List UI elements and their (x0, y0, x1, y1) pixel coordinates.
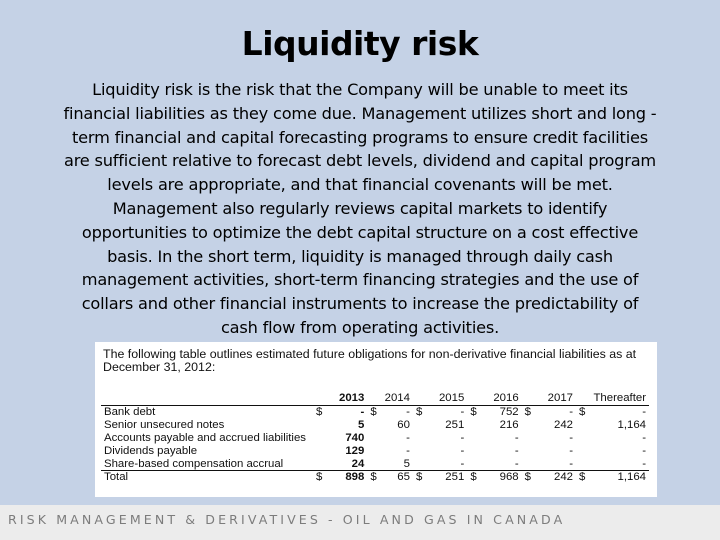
currency-symbol (413, 419, 433, 432)
cell-value: 898 (333, 471, 367, 484)
currency-symbol (367, 432, 387, 445)
currency-symbol (522, 432, 542, 445)
cell-value: 5 (403, 457, 410, 470)
cell-value: - (642, 457, 646, 470)
cell-value: 24 (351, 457, 365, 470)
currency-symbol: $ (313, 471, 333, 484)
cell-value: 5 (358, 418, 365, 431)
row-label: Total (101, 471, 313, 484)
currency-symbol (467, 432, 487, 445)
table-row (101, 471, 649, 484)
row-label: Bank debt (104, 405, 156, 418)
currency-symbol (576, 419, 596, 432)
cell-value: - (406, 444, 410, 457)
currency-symbol: $ (370, 405, 377, 418)
cell-value: 242 (553, 418, 573, 431)
cell-value: 129 (345, 444, 365, 457)
currency-symbol (467, 419, 487, 432)
cell-value: 60 (397, 418, 410, 431)
cell-value: - (569, 444, 573, 457)
cell-value: - (642, 444, 646, 457)
table-header-row (101, 392, 649, 405)
cell-value: - (460, 431, 465, 444)
slide-title: Liquidity risk (241, 24, 479, 63)
currency-symbol (576, 445, 596, 458)
cell-value: - (460, 444, 465, 457)
column-header-2017: 2017 (547, 392, 573, 404)
cell-value: - (460, 457, 465, 470)
column-header-thereafter: Thereafter (593, 392, 646, 404)
table-body (101, 405, 649, 484)
currency-symbol (313, 419, 333, 432)
row-label: Accounts payable and accrued liabilities (104, 431, 306, 444)
cell-value: 251 (445, 418, 465, 431)
cell-value: - (642, 405, 646, 418)
cell-value: 740 (345, 431, 365, 444)
currency-symbol (522, 445, 542, 458)
footer-text: RISK MANAGEMENT & DERIVATIVES - OIL AND GAS IN CANADA (8, 512, 566, 527)
header-label-spacer (101, 392, 313, 405)
currency-symbol (413, 432, 433, 445)
currency-symbol: $ (470, 405, 477, 418)
currency-symbol (576, 458, 596, 471)
cell-value: 1,164 (596, 471, 649, 484)
column-header-2013: 2013 (339, 392, 365, 404)
cell-value: - (569, 431, 573, 444)
cell-value: - (360, 405, 365, 418)
currency-symbol: $ (415, 405, 423, 418)
cell-value: - (514, 444, 519, 457)
cell-value: - (514, 431, 519, 444)
cell-value: - (642, 431, 646, 444)
currency-symbol (313, 445, 333, 458)
column-header-2014: 2014 (384, 392, 410, 404)
currency-symbol (367, 419, 387, 432)
cell-value: - (569, 405, 573, 418)
currency-symbol (522, 458, 542, 471)
currency-symbol (576, 432, 596, 445)
table-row (101, 458, 649, 471)
currency-symbol (467, 445, 487, 458)
cell-value: 242 (542, 471, 576, 484)
cell-value: 65 (387, 471, 413, 484)
row-label: Dividends payable (104, 444, 198, 457)
table-row (101, 445, 649, 458)
row-label: Senior unsecured notes (104, 418, 225, 431)
column-header-2015: 2015 (438, 392, 465, 404)
currency-symbol (367, 458, 387, 471)
cell-value: - (460, 405, 465, 418)
currency-symbol (367, 445, 387, 458)
currency-symbol (413, 458, 433, 471)
currency-symbol: $ (524, 405, 531, 418)
row-label: Share-based compensation accrual (104, 457, 284, 470)
cell-value: 968 (487, 471, 521, 484)
footer-bar (0, 505, 720, 540)
currency-symbol: $ (576, 471, 596, 484)
table-row (101, 432, 649, 445)
obligations-table (101, 392, 649, 484)
table-row (101, 405, 649, 418)
cell-value: 216 (499, 418, 519, 431)
currency-symbol: $ (413, 471, 433, 484)
currency-symbol: $ (316, 405, 323, 418)
cell-value: 251 (433, 471, 467, 484)
currency-symbol: $ (367, 471, 387, 484)
currency-symbol (313, 432, 333, 445)
slide-body-text: Liquidity risk is the risk that the Company will be unable to meet its financial liabilities as they come due. Management utilizes short and long -term financial and capital forecasting programs to ensure credit facilities are sufficient relative to forecast debt levels, dividend and capital program levels are appropriate, and that financial covenants will be met. Management also regularly reviews capital markets to identify opportunities to optimize the debt capital structure on a cost effective basis. In the short term, liquidity is managed through daily cash management activities, short-term financing strategies and the use of collars and other financial instruments to increase the predictability of cash flow from operating activities. (63, 80, 657, 337)
currency-symbol (413, 445, 433, 458)
table-intro-text: The following table outlines estimated future obligations for non-derivative financial liabilities as at December 31, 2012: (103, 347, 637, 374)
cell-value: - (514, 457, 519, 470)
cell-value: 1,164 (617, 418, 646, 431)
currency-symbol (467, 458, 487, 471)
table-row (101, 419, 649, 432)
currency-symbol: $ (467, 471, 487, 484)
currency-symbol: $ (579, 405, 586, 418)
currency-symbol (522, 419, 542, 432)
column-header-2016: 2016 (493, 392, 519, 404)
cell-value: 752 (499, 405, 519, 418)
obligations-table-image (95, 342, 657, 497)
cell-value: - (406, 405, 410, 418)
currency-symbol: $ (522, 471, 542, 484)
cell-value: - (569, 457, 573, 470)
currency-symbol (313, 458, 333, 471)
cell-value: - (406, 431, 410, 444)
